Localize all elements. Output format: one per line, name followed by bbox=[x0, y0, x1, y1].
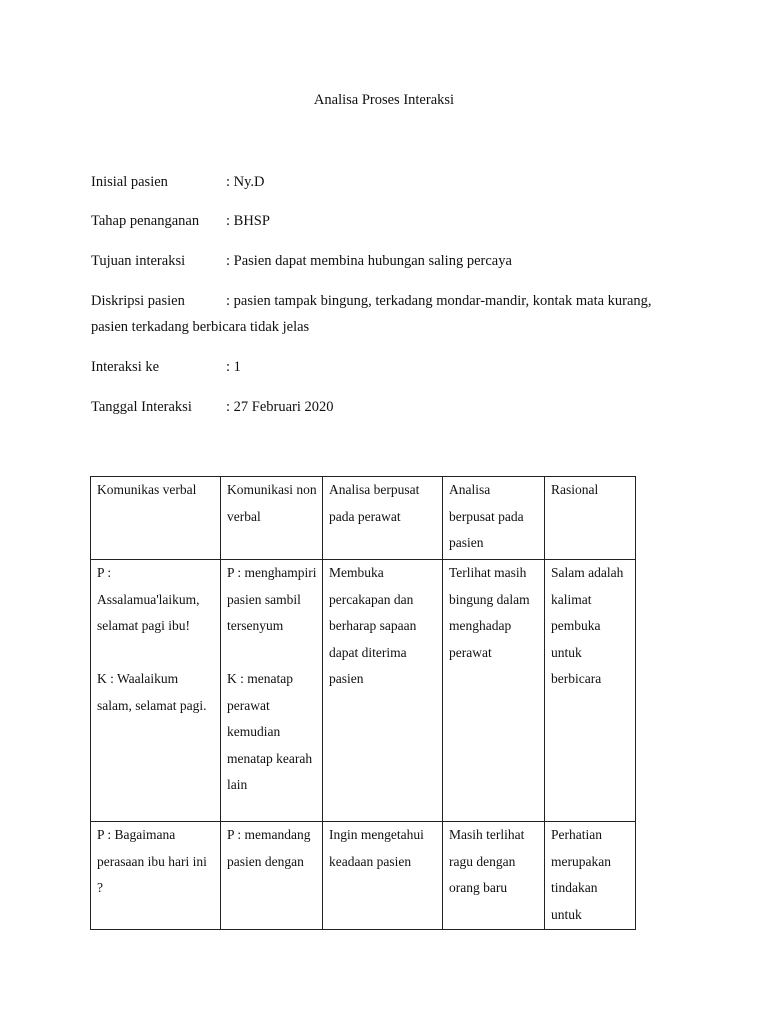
info-continuation: pasien terkadang berbicara tidak jelas bbox=[91, 319, 310, 335]
info-label: Interaksi ke bbox=[91, 359, 160, 375]
info-row-tanggal bbox=[91, 394, 691, 420]
info-label: Tahap penanganan bbox=[91, 213, 200, 229]
info-label: Tanggal Interaksi bbox=[91, 399, 192, 415]
cell-nonverbal bbox=[221, 560, 323, 822]
spacer bbox=[97, 640, 215, 667]
spacer bbox=[227, 640, 317, 667]
verbal-klien: K : Waalaikum salam, selamat pagi. bbox=[97, 671, 207, 713]
header-komunikas-verbal: Komunikas verbal bbox=[91, 477, 221, 560]
header-analisa-pasien: Analisa berpusat pada pasien bbox=[443, 477, 545, 560]
info-value: : Pasien dapat membina hubungan saling percaya bbox=[226, 253, 512, 269]
document-title: Analisa Proses Interaksi bbox=[313, 92, 455, 108]
header-rasional: Rasional bbox=[545, 477, 636, 560]
info-value: : 27 Februari 2020 bbox=[226, 399, 334, 415]
info-value: : pasien tampak bingung, terkadang mondar-mandir, kontak mata kurang, bbox=[226, 293, 652, 309]
cell-rasional: Salam adalah kalimat pembuka untuk berbicara bbox=[545, 560, 636, 822]
cell-nonverbal: P : memandang pasien dengan bbox=[221, 822, 323, 930]
info-label: Tujuan interaksi bbox=[91, 253, 186, 269]
info-value: : BHSP bbox=[226, 213, 270, 229]
info-row-interaksi bbox=[91, 354, 691, 380]
table-row bbox=[91, 560, 636, 822]
cell-analisa-pasien: Terlihat masih bingung dalam menghadap perawat bbox=[443, 560, 545, 822]
header-analisa-perawat: Analisa berpusat pada perawat bbox=[323, 477, 443, 560]
info-row-tujuan bbox=[91, 248, 691, 274]
cell-verbal bbox=[91, 560, 221, 822]
cell-analisa-pasien: Masih terlihat ragu dengan orang baru bbox=[443, 822, 545, 930]
info-label: Diskripsi pasien bbox=[91, 293, 185, 309]
info-row-tahap bbox=[91, 208, 691, 234]
cell-analisa-perawat: Membuka percakapan dan berharap sapaan dapat diterima pasien bbox=[323, 560, 443, 822]
nonverbal-klien: K : menatap perawat kemudian menatap kearah lain bbox=[227, 671, 313, 792]
interaction-table bbox=[90, 476, 636, 930]
nonverbal-perawat: P : menghampiri pasien sambil tersenyum bbox=[227, 565, 317, 633]
info-row-diskripsi bbox=[91, 288, 691, 340]
info-row-inisial bbox=[91, 169, 691, 195]
table-row bbox=[91, 822, 636, 930]
verbal-perawat: P : Assalamua'laikum, selamat pagi ibu! bbox=[97, 565, 200, 633]
table-header-row bbox=[91, 477, 636, 560]
info-label: Inisial pasien bbox=[91, 174, 168, 190]
info-value: : 1 bbox=[226, 359, 241, 375]
header-komunikasi-non-verbal: Komunikasi non verbal bbox=[221, 477, 323, 560]
cell-verbal: P : Bagaimana perasaan ibu hari ini ? bbox=[91, 822, 221, 930]
cell-rasional: Perhatian merupakan tindakan untuk bbox=[545, 822, 636, 930]
info-value: : Ny.D bbox=[226, 174, 265, 190]
cell-analisa-perawat: Ingin mengetahui keadaan pasien bbox=[323, 822, 443, 930]
